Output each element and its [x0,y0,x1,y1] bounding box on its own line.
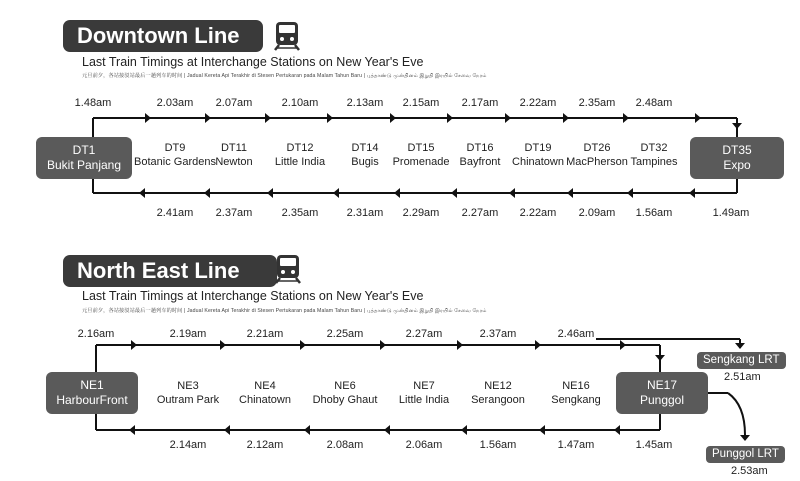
northeast-multilang-note: 元旦前夕，各站接驳站最后一趟列车的时间 | Jadual Kereta Api Terakhir di Stesen Pertukaran pada Malam Tahun Baru | புத்தாண்டு முன்தினம் இறுதி இரயில் சேவை நேரம் [82,308,487,314]
time-label: 2.09am [578,207,616,219]
time-label: 2.48am [635,97,673,109]
time-label: 2.22am [519,97,557,109]
punggol-lrt-label: Punggol LRT [706,446,785,463]
direction-arrow [394,188,400,198]
station-code: NE6 [334,380,356,392]
time-label: 2.12am [246,439,284,451]
direction-arrow [224,425,230,435]
station-code: DT26 [583,142,611,154]
time-label: 2.13am [346,97,384,109]
direction-arrow [563,113,569,123]
time-label: 2.17am [461,97,499,109]
time-label: 1.49am [712,207,750,219]
terminal-code: DT35 [722,143,752,157]
lrt-connector [728,393,745,435]
direction-arrow [732,123,742,129]
northeast-route [96,340,665,435]
northeast-line-title: North East Line [63,255,277,287]
station-name: Botanic Gardens [134,156,216,168]
station-name: Dhoby Ghaut [312,394,378,406]
station-name: Promenade [392,156,450,168]
station-code: DT12 [286,142,314,154]
station-code: DT11 [220,142,248,154]
time-label: 2.29am [402,207,440,219]
direction-arrow [655,355,665,361]
direction-arrow [623,113,629,123]
time-label: 2.03am [156,97,194,109]
station-name: Little India [274,156,326,168]
direction-arrow [695,113,701,123]
time-label: 2.46am [557,328,595,340]
direction-arrow [451,188,457,198]
station-code: DT32 [640,142,668,154]
direction-arrow [740,435,750,441]
time-label: 2.15am [402,97,440,109]
time-label: 2.10am [281,97,319,109]
station-code: NE12 [484,380,512,392]
direction-arrow [384,425,390,435]
direction-arrow [300,340,306,350]
station-name: Bugis [351,156,379,168]
station-name: Sengkang [551,394,601,406]
time-label: 2.35am [281,207,319,219]
time-label: 2.37am [479,328,517,340]
time-label: 2.35am [578,97,616,109]
station-name: Bayfront [459,156,501,168]
time-label: 2.27am [461,207,499,219]
terminal-name: HarbourFront [56,393,128,407]
direction-arrow [131,340,137,350]
time-label: 1.56am [635,207,673,219]
station-name: MacPherson [566,156,628,168]
station-code: NE7 [413,380,435,392]
direction-arrow [265,113,271,123]
time-label: 2.31am [346,207,384,219]
time-label: 2.06am [405,439,443,451]
direction-arrow [461,425,467,435]
terminal-name: Expo [723,158,751,172]
direction-arrow [333,188,339,198]
direction-arrow [614,425,620,435]
direction-arrow [204,188,210,198]
station-code: DT19 [524,142,552,154]
direction-arrow [509,188,515,198]
direction-arrow [380,340,386,350]
direction-arrow [627,188,633,198]
terminal-code: NE1 [80,378,104,392]
station-name: Chinatown [239,394,291,406]
direction-arrow [567,188,573,198]
direction-arrow [535,340,541,350]
time-label: 2.08am [326,439,364,451]
time-label: 2.22am [519,207,557,219]
time-label: 1.56am [479,439,517,451]
time-label: 1.48am [74,97,112,109]
direction-arrow [457,340,463,350]
direction-arrow [267,188,273,198]
lrt-connectors [596,339,750,441]
station-name: Tampines [630,156,678,168]
direction-arrow [304,425,310,435]
direction-arrow [390,113,396,123]
direction-arrow [220,340,226,350]
time-label: 2.41am [156,207,194,219]
time-label: 2.19am [169,328,207,340]
station-code: NE3 [177,380,199,392]
direction-arrow [735,343,745,349]
sengkang-lrt-time: 2.51am [724,371,761,383]
station-name: Newton [215,156,253,168]
downtown-route [93,113,742,198]
time-label: 2.25am [326,328,364,340]
time-label: 2.21am [246,328,284,340]
time-label: 2.37am [215,207,253,219]
terminal-code: DT1 [72,143,96,157]
downtown-multilang-note: 元旦前夕，各站接驳站最后一趟列车的时间 | Jadual Kereta Api Terakhir di Stesen Pertukaran pada Malam Tahun Baru | புத்தாண்டு முன்தினம் இறுதி இரயில் சேவை நேரம் [82,73,487,79]
direction-arrow [620,340,626,350]
station-code: DT14 [351,142,379,154]
direction-arrow [139,188,145,198]
time-label: 2.27am [405,328,443,340]
station-name: Chinatown [512,156,564,168]
station-code: DT16 [466,142,494,154]
direction-arrow [689,188,695,198]
downtown-subtitle: Last Train Timings at Interchange Stations on New Year's Eve [82,55,424,69]
time-label: 2.07am [215,97,253,109]
station-code: NE16 [562,380,590,392]
direction-arrow [539,425,545,435]
downtown-line-title: Downtown Line [63,20,263,52]
direction-arrow [505,113,511,123]
time-label: 2.14am [169,439,207,451]
time-label: 1.45am [635,439,673,451]
time-label: 1.47am [557,439,595,451]
direction-arrow [447,113,453,123]
sengkang-lrt-label: Sengkang LRT [697,352,786,369]
terminal-name: Bukit Panjang [46,158,122,172]
direction-arrow [145,113,151,123]
northeast-subtitle: Last Train Timings at Interchange Stations on New Year's Eve [82,289,424,303]
station-name: Serangoon [471,394,525,406]
station-code: DT15 [407,142,435,154]
direction-arrow [327,113,333,123]
direction-arrow [129,425,135,435]
time-label: 2.16am [77,328,115,340]
station-code: NE4 [254,380,276,392]
station-code: DT9 [164,142,186,154]
station-name: Outram Park [156,394,220,406]
terminal-name: Punggol [639,393,685,407]
punggol-lrt-time: 2.53am [731,465,768,477]
station-name: Little India [398,394,450,406]
terminal-code: NE17 [646,378,678,392]
direction-arrow [205,113,211,123]
